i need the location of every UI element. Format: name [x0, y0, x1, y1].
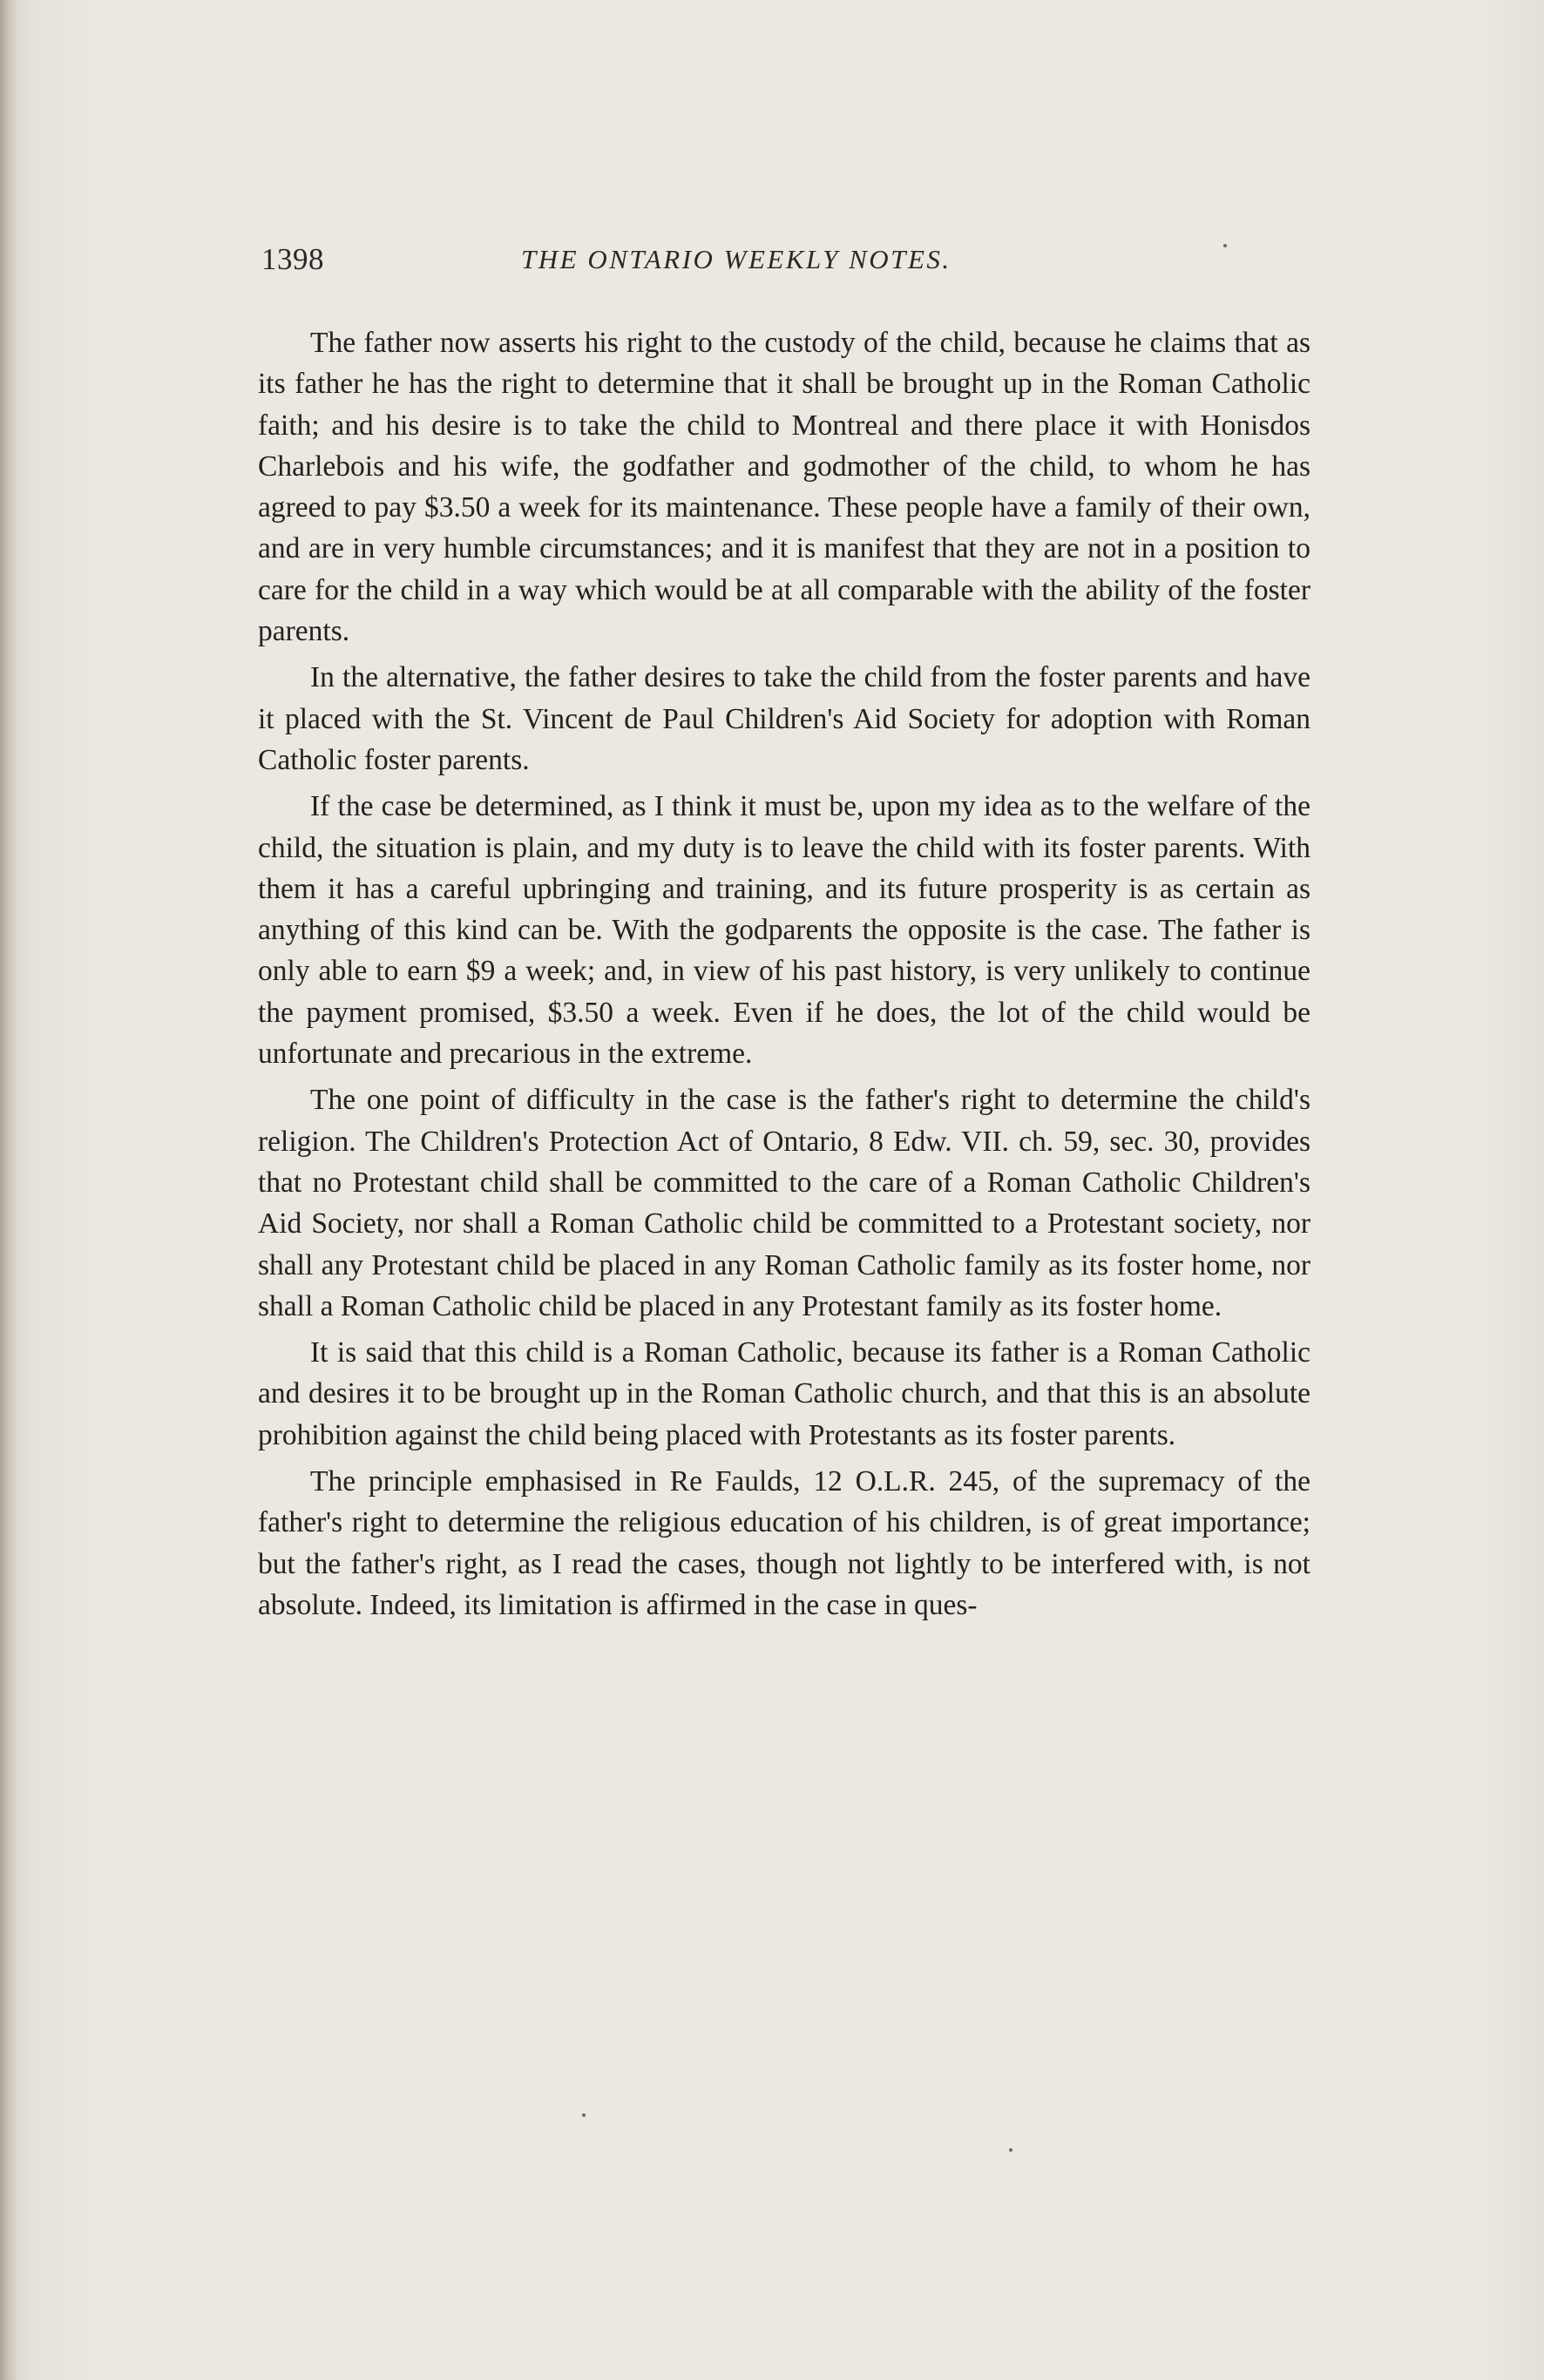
specks — [582, 2113, 586, 2117]
body-text — [258, 322, 1310, 1626]
paragraph-prohibition: It is said that this child is a Roman Catholic, because its father is a Roman Catholic and desires it to be brought up in the Roman Catholic church, and that this is an absolute prohibition against the child being placed with Protestants as its foster parents. — [258, 1336, 1310, 1451]
specks — [1223, 244, 1227, 247]
book-binding-edge — [0, 0, 16, 2380]
page-number: 1398 — [261, 242, 324, 276]
paragraph-religion-act: The one point of difficulty in the case is the father's right to determine the child's religion. The Children's Protection Act of Ontario, 8 Edw. VII. ch. 59, sec. 30, provides that no Protestant child shall be committed to the care of a Roman Catholic Children's Aid Society, nor shall a Roman Catholic child be committed to a Protestant society, nor shall any Protestant child be placed in any Roman Catholic family as its foster home, nor shall a Roman Catholic child be placed in any Protestant family as its foster home. — [258, 1084, 1310, 1322]
paragraph-re-faulds: The principle emphasised in Re Faulds, 12 O.L.R. 245, of the supremacy of the father's right to determine the religious education of his children, is of great importance; but the father's right, as I read the cases, though not lightly to be interfered with, is not absolute. Indeed, its limitation is affirmed in the case in ques- — [258, 1465, 1310, 1621]
paragraph-welfare: If the case be determined, as I think it must be, upon my idea as to the welfare of the child, the situation is plain, and my duty is to leave the child with its foster parents. With them it has a careful upbringing and training, and its future prosperity is as certain as anything of this kind can be. With the godparents the opposite is the case. The father is only able to earn $9 a week; and, in view of his past history, is very unlikely to continue the payment promised, $3.50 a week. Even if he does, the lot of the child would be unfortunate and precarious in the extreme. — [258, 790, 1310, 1071]
page-header — [261, 242, 1307, 284]
paragraph-custody-claim: The father now asserts his right to the custody of the child, because he claims that as its father he has the right to determine that it shall be brought up in the Roman Catholic faith; and his desire is to take the child to Montreal and there place it with Honisdos Charlebois and his wife, the godfather and godmother of the child, to whom he has agreed to pay $3.50 a week for its maintenance. These people have a family of their own, and are in very humble circumstances; and it is manifest that they are not in a position to care for the child in a way which would be at all comparable with the ability of the foster parents. — [258, 327, 1310, 648]
running-title: THE ONTARIO WEEKLY NOTES. — [521, 244, 951, 274]
paragraph-alternative: In the alternative, the father desires to take the child from the foster parents and have it placed with the St. Vincent de Paul Children's Aid Society for adoption with Roman Catholic foster parents. — [258, 661, 1310, 776]
specks — [1009, 2148, 1012, 2152]
